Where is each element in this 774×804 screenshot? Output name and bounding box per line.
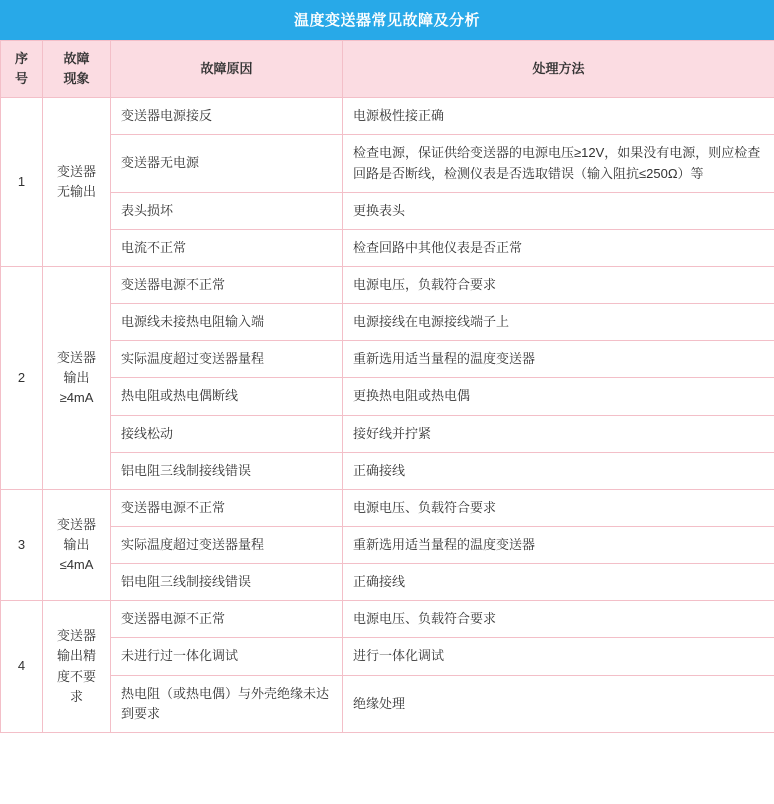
fault-fix: 正确接线 — [343, 564, 774, 601]
fault-cause: 铝电阻三线制接线错误 — [111, 452, 343, 489]
fault-cause: 热电阻（或热电偶）与外壳绝缘未达到要求 — [111, 675, 343, 732]
column-header-no: 序号 — [1, 41, 43, 98]
table-row — [1, 135, 774, 192]
fault-cause: 变送器无电源 — [111, 135, 343, 192]
row-number: 1 — [1, 98, 43, 267]
fault-cause: 铝电阻三线制接线错误 — [111, 564, 343, 601]
fault-fix: 电源电压、负载符合要求 — [343, 489, 774, 526]
table-row — [1, 98, 774, 135]
fault-fix: 正确接线 — [343, 452, 774, 489]
fault-cause: 接线松动 — [111, 415, 343, 452]
fault-fix: 绝缘处理 — [343, 675, 774, 732]
column-header-cause: 故障原因 — [111, 41, 343, 98]
column-header-fix: 处理方法 — [343, 41, 774, 98]
fault-cause: 实际温度超过变送器量程 — [111, 526, 343, 563]
table-row — [1, 378, 774, 415]
fault-fix: 重新选用适当量程的温度变送器 — [343, 341, 774, 378]
table-row — [1, 304, 774, 341]
column-header-phenomenon — [43, 41, 111, 98]
table-row — [1, 341, 774, 378]
fault-fix: 更换热电阻或热电偶 — [343, 378, 774, 415]
table-row — [1, 452, 774, 489]
fault-phenomenon: 变送器输出≤4mA — [43, 489, 111, 600]
fault-phenomenon: 变送器输出精度不要求 — [43, 601, 111, 733]
fault-fix: 电源电压、负载符合要求 — [343, 601, 774, 638]
fault-table — [0, 40, 774, 733]
fault-cause: 热电阻或热电偶断线 — [111, 378, 343, 415]
fault-fix: 进行一体化调试 — [343, 638, 774, 675]
fault-fix: 电源极性接正确 — [343, 98, 774, 135]
table-row — [1, 415, 774, 452]
table-body — [1, 98, 774, 733]
row-number: 2 — [1, 266, 43, 489]
fault-cause: 变送器电源接反 — [111, 98, 343, 135]
table-row — [1, 526, 774, 563]
fault-fix: 更换表头 — [343, 192, 774, 229]
row-number: 4 — [1, 601, 43, 733]
fault-fix: 检查电源，保证供给变送器的电源电压≥12V，如果没有电源，则应检查回路是否断线，检测仪表是否选取错误（输入阻抗≤250Ω）等 — [343, 135, 774, 192]
column-header-phenomenon-line1: 故障 — [63, 51, 90, 66]
column-header-phenomenon-line2: 现象 — [63, 71, 90, 87]
fault-cause: 未进行过一体化调试 — [111, 638, 343, 675]
table-row — [1, 489, 774, 526]
fault-fix: 检查回路中其他仪表是否正常 — [343, 229, 774, 266]
fault-cause: 电源线未接热电阻输入端 — [111, 304, 343, 341]
table-row — [1, 266, 774, 303]
fault-phenomenon: 变送器无输出 — [43, 98, 111, 267]
fault-cause: 变送器电源不正常 — [111, 489, 343, 526]
fault-cause: 表头损坏 — [111, 192, 343, 229]
fault-fix: 重新选用适当量程的温度变送器 — [343, 526, 774, 563]
table-row — [1, 675, 774, 732]
table-row — [1, 229, 774, 266]
table-header — [1, 41, 774, 98]
fault-cause: 变送器电源不正常 — [111, 266, 343, 303]
fault-fix: 电源接线在电源接线端子上 — [343, 304, 774, 341]
fault-cause: 变送器电源不正常 — [111, 601, 343, 638]
table-row — [1, 192, 774, 229]
fault-fix: 电源电压，负载符合要求 — [343, 266, 774, 303]
table-row — [1, 601, 774, 638]
fault-cause: 实际温度超过变送器量程 — [111, 341, 343, 378]
fault-phenomenon: 变送器输出≥4mA — [43, 266, 111, 489]
fault-cause: 电流不正常 — [111, 229, 343, 266]
table-row — [1, 638, 774, 675]
table-row — [1, 564, 774, 601]
row-number: 3 — [1, 489, 43, 600]
fault-fix: 接好线并拧紧 — [343, 415, 774, 452]
table-header-row — [1, 41, 774, 98]
page-title: 温度变送器常见故障及分析 — [0, 0, 774, 40]
